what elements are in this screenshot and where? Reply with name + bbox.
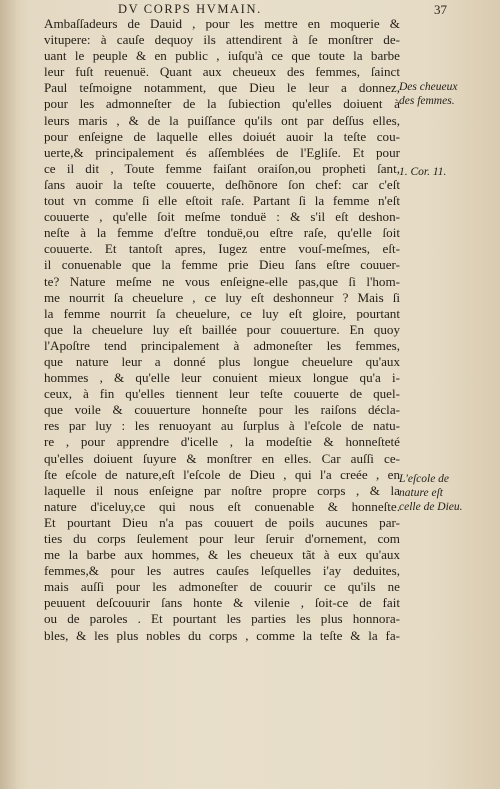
text-line: vitupere: à cauſe dequoy ils attendirent à ſe monſtrer de-: [44, 32, 400, 48]
text-line: que la cheuelure luy eſt baillée pour couuerture. En quoy: [44, 321, 400, 337]
text-line: ſans auoir la teſte couuerte, deſhõnore ſon chef: car c'eſt: [44, 176, 400, 192]
text-line: hommes , & qu'elle leur conuient mieux longue qu'a i-: [44, 370, 400, 386]
text-line: femmes,& pour les autres cauſes leſquelles i'ay deduites,: [44, 563, 400, 579]
text-line: couuerte , qu'elle ſoit meſme tonduë : & s'il eſt deshon-: [44, 209, 400, 225]
margin-note-line: L'eſcole de: [399, 473, 450, 485]
text-line: Ambaſſadeurs de Dauid , pour les mettre en moquerie &: [44, 16, 400, 31]
text-line: ceux, à fin qu'elles tiennent leur teſte couuerte de quel-: [44, 386, 400, 402]
text-line: pour enſeigne de laquelle elles doiuét auoir la teſte cou-: [44, 128, 400, 144]
text-line: l'Apoſtre tend principalement à admoneſter les femmes,: [44, 337, 400, 353]
margin-note-hair: [399, 80, 457, 108]
page-gutter-shadow: [0, 0, 18, 789]
text-line: leurs maris , & de la puiſſance qu'ils ont par deſſus elles,: [44, 112, 400, 128]
margin-note-line: 1. Cor. 11.: [399, 166, 447, 178]
text-line: Paul teſmoigne notamment, que Dieu le leur a donnez,: [44, 80, 400, 96]
text-line: leur fuſt reuenuë. Quant aux cheueux des femmes, ſainct: [44, 64, 400, 80]
text-line: te? Nature meſme ne vous enſeigne-elle pas,que ſi l'hom-: [44, 273, 400, 289]
margin-note-line: celle de Dieu.: [399, 501, 463, 513]
text-line: que voile & couuerture honneſte pour les raiſons décla-: [44, 402, 400, 418]
text-line: Et pourtant Dieu n'a pas couuert de poils aucunes par-: [44, 514, 400, 530]
text-line: me la barbe aux hommes, & les cheueux tãt à eux qu'aux: [44, 547, 400, 563]
text-line: ties du corps ſeulement pour leur ſeruir d'ornement, com: [44, 531, 400, 546]
text-line: nature d'iceluy,ce qui nous eſt conuenable & honneſte.: [44, 498, 400, 514]
margin-note-corinthians: [399, 165, 446, 179]
margin-note-line: Des cheueux: [399, 81, 458, 93]
text-line: neſte à la femme d'eſtre tonduë,ou eſtre raſe, qu'elle ſoit: [44, 225, 400, 241]
text-line: res par luy : les renuoyant au ſurplus à l'eſcole de natu-: [44, 418, 400, 434]
text-line: uerte,& principalement és aſſemblées de l'Egliſe. Et pour: [44, 144, 400, 160]
text-line: la femme nourrit ſa cheuelure, ce luy eſt gloire, pourtant: [44, 305, 400, 321]
text-line: ce il dit , Toute femme faiſant oraiſon,ou propheti ſant,: [44, 160, 400, 176]
text-line: tout vn comme ſi elle eſtoit raſe. Partant ſi la femme n'eſt: [44, 193, 400, 209]
text-line: ſte eſcole de nature,eſt l'eſcole de Dieu , qui l'a creée , en: [44, 466, 400, 482]
text-line: qu'elles doiuent ſuyure & monſtrer en elles. Car auſſi ce-: [44, 450, 400, 466]
running-head: DV CORPS HVMAIN.: [118, 2, 262, 16]
text-line: il conuenable que la femme prie Dieu ſans eſtre couuer-: [44, 257, 400, 273]
text-line: ou de paroles . Et pourtant les parties les plus honnora-: [44, 611, 400, 627]
margin-note-school-of-nature: [399, 472, 463, 514]
margin-note-line: nature eſt: [399, 487, 443, 499]
text-line: que nature leur a donné plus longue cheuelure qu'aux: [44, 353, 400, 369]
text-line: me nourrit ſa cheuelure , ce luy eſt deshonneur ? Mais ſi: [44, 289, 400, 305]
text-line: mais auſſi pour les admoneſter de couurir ce qu'ils ne: [44, 579, 400, 595]
text-line: pour les admonneſter de la ſubiection qu'elles doiuent à: [44, 96, 400, 112]
page-header: [0, 2, 500, 16]
text-line: peuuent deſcouurir ſans honte & vilenie , ſoit-ce de fait: [44, 595, 400, 611]
text-line: uant le peuple & en public , iuſqu'à ce que toute la barbe: [44, 48, 400, 64]
text-line: laquelle il nous enſeigne par noſtre propre corps , & la: [44, 482, 400, 498]
text-line: couuerte. Et tantoſt apres, Iugez entre vouſ-meſmes, eſt-: [44, 241, 400, 257]
text-line: re , pour apprendre d'icelle , la modeſtie & honneſteté: [44, 434, 400, 450]
margin-note-line: des femmes.: [399, 95, 455, 107]
body-text: [44, 16, 400, 644]
text-line: bles, & les plus nobles du corps , comme la teſte & la fa-: [44, 627, 400, 643]
page-number: 37: [434, 2, 447, 17]
